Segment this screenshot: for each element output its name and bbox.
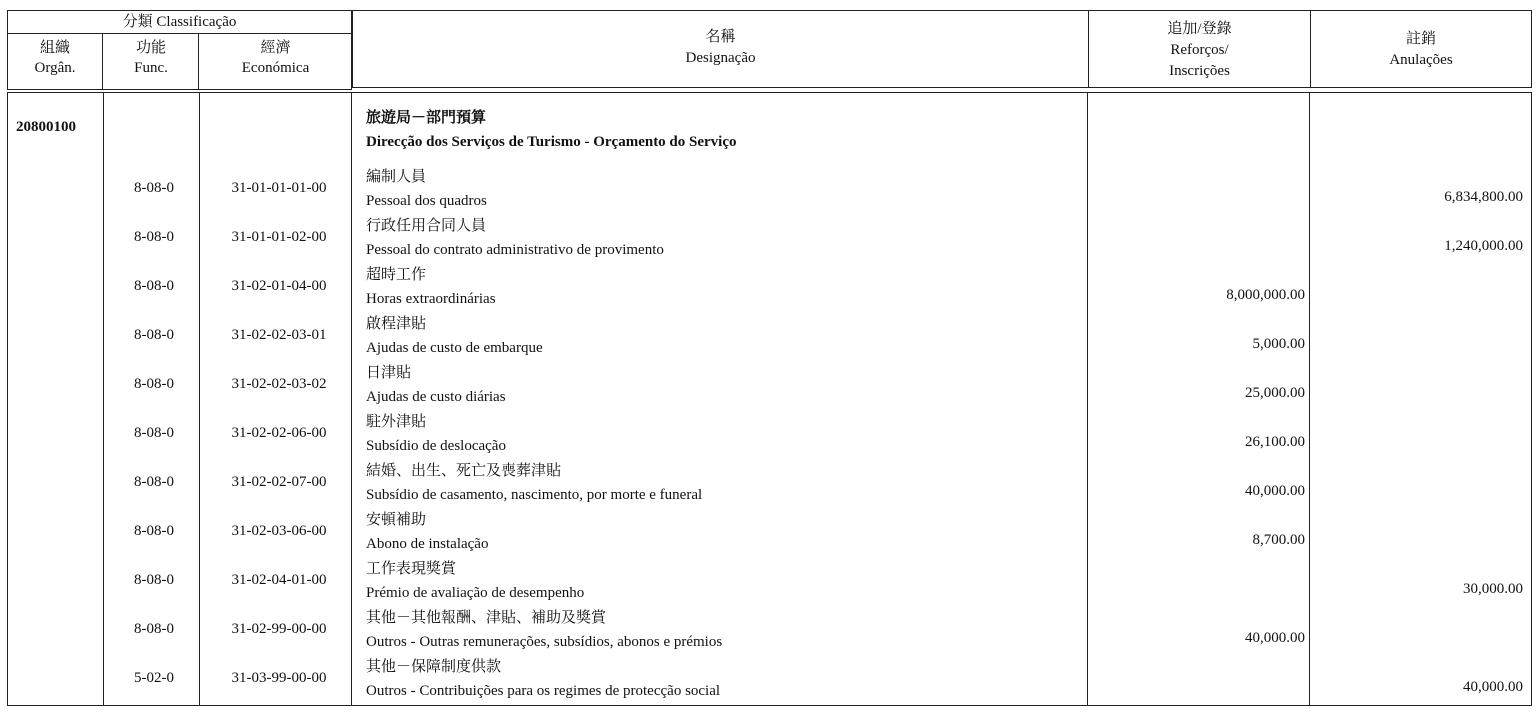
designation-pt: Subsídio de casamento, nascimento, por morte e funeral [366,487,703,503]
func-header-pt: Func. [134,60,168,76]
designation-zh: 日津貼 [366,365,412,381]
eco-code: 31-02-04-01-00 [231,572,327,588]
func-code: 8-08-0 [134,376,174,392]
anulacoes-value: 30,000.00 [1463,581,1523,597]
func-code: 8-08-0 [134,523,174,539]
func-code: 8-08-0 [134,229,174,245]
designation-zh: 編制人員 [366,169,427,185]
func-code: 8-08-0 [134,474,174,490]
designation-pt: Ajudas de custo diárias [366,389,506,405]
reforcos-value: 40,000.00 [1245,483,1305,499]
table-row [8,655,1533,704]
anulacoes-header-pt: Anulações [1389,52,1453,68]
reforcos-header-zh: 追加/登錄 [1167,21,1232,37]
designation-zh: 行政任用合同人員 [366,218,487,234]
designation-header-pt: Designação [685,50,756,66]
reforcos-value: 8,700.00 [1252,532,1305,548]
anulacoes-value: 6,834,800.00 [1444,189,1523,205]
designation [366,214,664,262]
table-row [8,165,1533,214]
func-header-zh: 功能 [135,40,166,56]
designation [366,410,506,458]
classification-header [7,10,352,90]
designation [366,165,487,213]
eco-header-pt: Económica [241,60,310,76]
table-row [8,459,1533,508]
organ-header-zh: 組織 [39,40,70,56]
func-code: 8-08-0 [134,180,174,196]
section-title-pt: Direcção dos Serviços de Turismo - Orçamento do Serviço [366,134,737,150]
eco-code: 31-02-02-06-00 [231,425,327,441]
anulacoes-value: 40,000.00 [1463,679,1523,695]
eco-code: 31-02-02-03-02 [231,376,327,392]
table-row [8,214,1533,263]
organ-code: 20800100 [16,119,76,135]
reforcos-header-pt2: Inscrições [1169,63,1230,79]
eco-code: 31-03-99-00-00 [231,670,327,686]
table-row [8,361,1533,410]
table-row [8,312,1533,361]
designation-column-header [352,10,1088,88]
designation [366,459,702,507]
organ-header-pt: Orgân. [34,60,76,76]
designation-zh: 結婚、出生、死亡及喪葬津貼 [366,463,562,479]
section-title [366,106,737,154]
func-code: 8-08-0 [134,572,174,588]
func-code: 8-08-0 [134,621,174,637]
designation [366,361,506,409]
eco-code: 31-02-02-03-01 [231,327,327,343]
designation-pt: Prémio de avaliação de desempenho [366,585,585,601]
anulacoes-header-zh: 註銷 [1405,31,1436,47]
eco-code: 31-02-03-06-00 [231,523,327,539]
designation-zh: 駐外津貼 [366,414,427,430]
designation-pt: Subsídio de deslocação [366,438,506,454]
eco-column-header [200,34,351,89]
eco-code: 31-02-99-00-00 [231,621,327,637]
func-code: 8-08-0 [134,327,174,343]
designation-pt: Outros - Contribuições para os regimes de protecção social [366,683,721,699]
organ-column-header [8,34,103,89]
table-row [8,606,1533,655]
table-row [8,410,1533,459]
designation-zh: 超時工作 [366,267,427,283]
designation-zh: 安頓補助 [366,512,427,528]
reforcos-value: 26,100.00 [1245,434,1305,450]
eco-code: 31-01-01-01-00 [231,180,327,196]
func-column-header [104,34,199,89]
eco-code: 31-02-02-07-00 [231,474,327,490]
designation-zh: 其他－保障制度供款 [366,659,502,675]
eco-code: 31-01-01-02-00 [231,229,327,245]
designation [366,655,720,703]
designation-pt: Horas extraordinárias [366,291,496,307]
reforcos-value: 5,000.00 [1252,336,1305,352]
func-code: 8-08-0 [134,278,174,294]
designation [366,508,488,556]
designation-pt: Pessoal do contrato administrativo de provimento [366,242,664,258]
designation-header-zh: 名稱 [705,29,736,45]
designation-pt: Ajudas de custo de embarque [366,340,543,356]
anulacoes-value: 1,240,000.00 [1444,238,1523,254]
designation-zh: 其他－其他報酬、津貼、補助及獎賞 [366,610,607,626]
budget-table-body [7,92,1532,706]
designation-zh: 工作表現獎賞 [366,561,457,577]
designation [366,606,722,654]
designation-pt: Pessoal dos quadros [366,193,487,209]
table-row [8,263,1533,312]
designation-pt: Outros - Outras remunerações, subsídios, abonos e prémios [366,634,723,650]
classification-title: 分類 Classificação [8,11,351,34]
reforcos-value: 8,000,000.00 [1226,287,1305,303]
reforcos-value: 40,000.00 [1245,630,1305,646]
designation-zh: 啟程津貼 [366,316,427,332]
func-code: 8-08-0 [134,425,174,441]
table-row [8,557,1533,606]
anulacoes-column-header [1310,10,1532,88]
designation [366,312,543,360]
reforcos-header-pt1: Reforços/ [1170,42,1229,58]
reforcos-value: 25,000.00 [1245,385,1305,401]
designation [366,557,584,605]
section-title-zh: 旅遊局－部門預算 [366,110,487,126]
reforcos-column-header [1088,10,1310,88]
table-row [8,508,1533,557]
eco-header-zh: 經濟 [260,40,291,56]
designation [366,263,496,311]
designation-pt: Abono de instalação [366,536,489,552]
func-code: 5-02-0 [134,670,174,686]
eco-code: 31-02-01-04-00 [231,278,327,294]
